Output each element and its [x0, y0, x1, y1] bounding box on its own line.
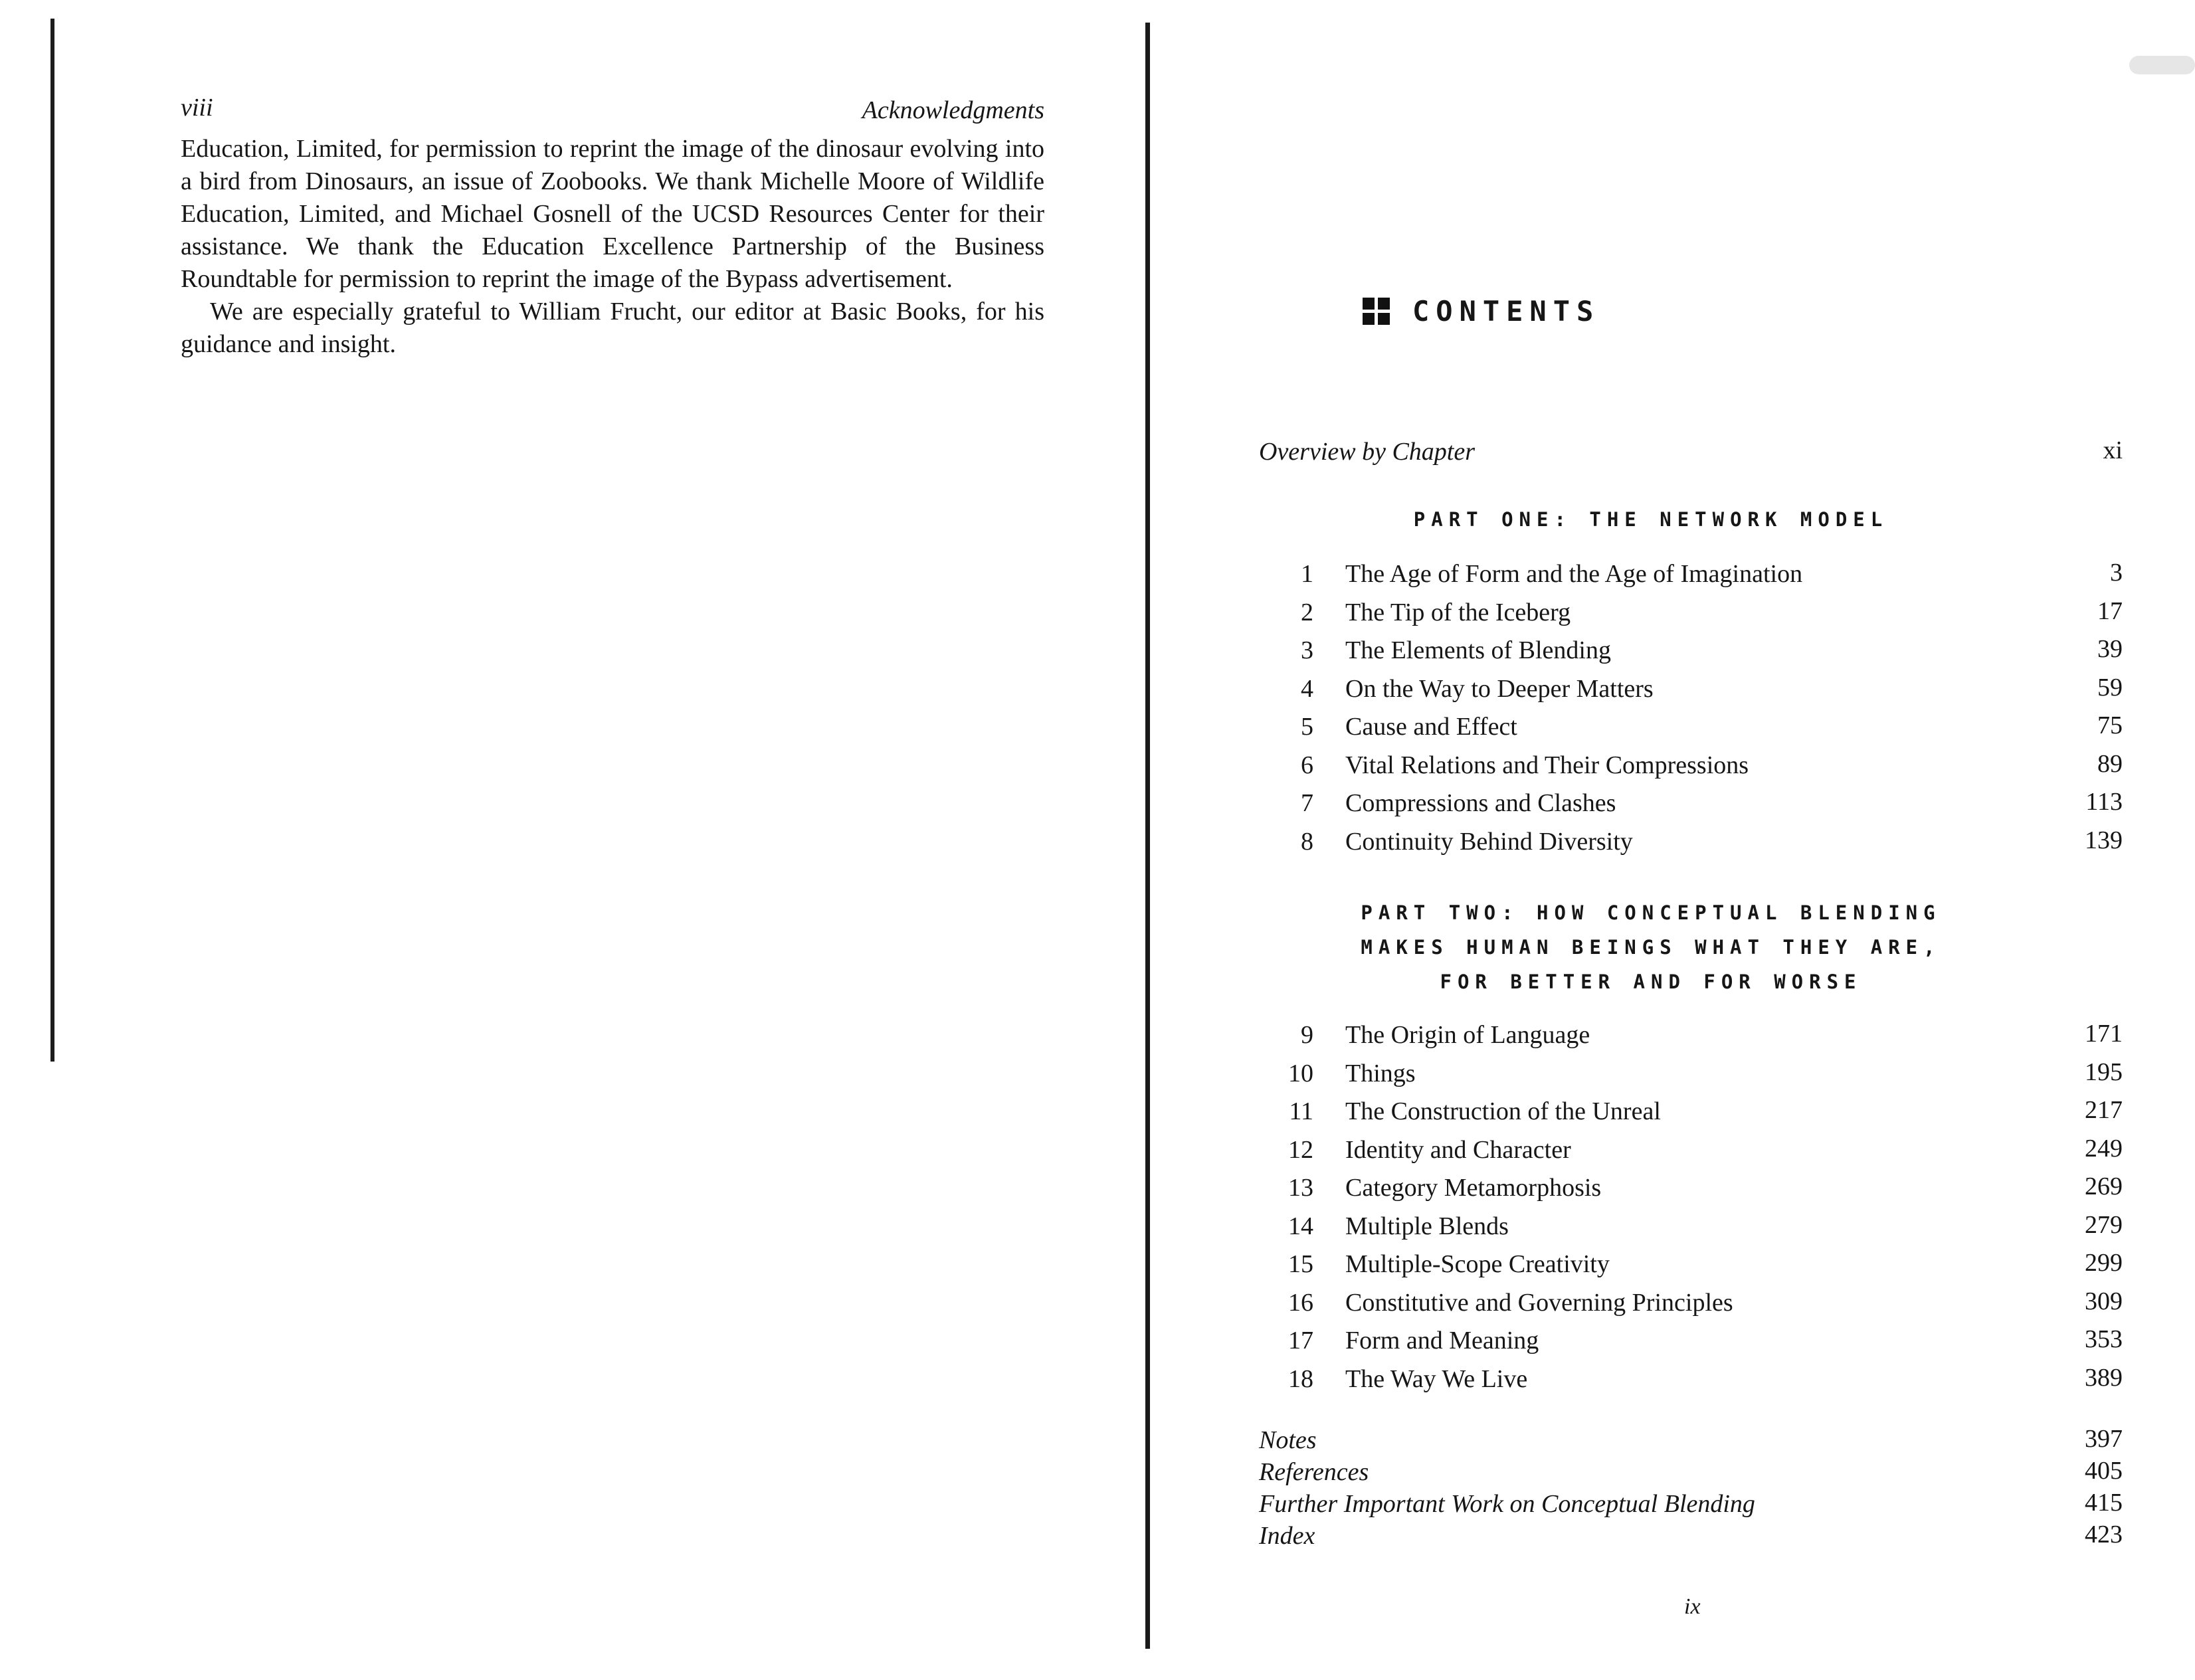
toc-entry-title: Continuity Behind Diversity — [1345, 827, 1633, 856]
toc-chapter-row[interactable] — [1259, 1246, 2123, 1283]
book-spine-rule — [1145, 23, 1150, 1649]
toc-entry-page: 171 — [2085, 1020, 2123, 1048]
toc-entry-title: Further Important Work on Conceptual Blending — [1259, 1490, 1755, 1518]
toc-chapter-row[interactable] — [1259, 555, 2123, 593]
toc-chapter-row[interactable] — [1259, 670, 2123, 707]
toc-chapter-row[interactable] — [1259, 1016, 2123, 1054]
toc-entry-title: The Tip of the Iceberg — [1345, 598, 1571, 626]
part-two-heading-line: MAKES HUMAN BEINGS WHAT THEY ARE, — [1361, 936, 1941, 959]
toc-chapter-number: 17 — [1288, 1327, 1313, 1354]
contents-heading — [1363, 291, 1600, 331]
toc-entry-page: 195 — [2085, 1058, 2123, 1086]
toc-entry-title: Multiple Blends — [1345, 1212, 1509, 1240]
toc-chapter-row[interactable] — [1259, 1284, 2123, 1321]
toc-entry-page: 75 — [2097, 711, 2123, 739]
toc-chapter-number: 14 — [1288, 1212, 1313, 1240]
toc-entry-title: References — [1259, 1458, 1369, 1486]
toc-chapter-number: 8 — [1301, 827, 1313, 856]
toc-chapter-number: 18 — [1288, 1364, 1313, 1393]
toc-entry-title: Form and Meaning — [1345, 1327, 1539, 1354]
toc-overview-row[interactable] — [1259, 433, 2123, 470]
toc-chapter-number: 3 — [1301, 636, 1313, 664]
toc-chapter-number: 12 — [1288, 1135, 1313, 1164]
scan-smudge — [2129, 56, 2195, 74]
toc-chapter-row[interactable] — [1259, 1131, 2123, 1168]
toc-entry-page: 405 — [2085, 1457, 2123, 1485]
toc-entry-page: 415 — [2085, 1489, 2123, 1517]
toc-entry-page: 113 — [2085, 788, 2123, 816]
toc-chapter-row[interactable] — [1259, 594, 2123, 631]
toc-entry-title: The Age of Form and the Age of Imagination — [1345, 560, 1803, 588]
toc-chapter-number: 6 — [1301, 751, 1313, 779]
page-gutter-rule-left — [50, 19, 54, 1062]
toc-entry-page: 299 — [2085, 1249, 2123, 1277]
right-page — [1259, 0, 2123, 1680]
toc-entry-page: 353 — [2085, 1325, 2123, 1353]
toc-chapter-row[interactable] — [1259, 1322, 2123, 1359]
toc-chapter-number: 2 — [1301, 598, 1313, 626]
acknowledgments-paragraph-1: Education, Limited, for permission to reprint the image of the dinosaur evolving into a bird from Dinosaurs, an issue of Zoobooks. We thank Michelle Moore of Wildlife Education, Limited, and Michael Gosnell of the UCSD Resources Center for their assistance. We thank the Education Excellence Partnership of the Business Roundtable for permission to reprint the image of the Bypass advertisement. — [181, 135, 1044, 293]
part-two-heading — [1259, 895, 2043, 999]
toc-entry-page: 17 — [2097, 597, 2123, 625]
toc-chapter-row[interactable] — [1259, 1208, 2123, 1245]
toc-chapter-number: 15 — [1288, 1250, 1313, 1278]
part-two-heading-line: PART TWO: HOW CONCEPTUAL BLENDING — [1361, 901, 1941, 924]
toc-back-matter-row[interactable] — [1259, 1517, 2123, 1554]
toc-entry-title: The Origin of Language — [1345, 1021, 1590, 1049]
toc-entry-page: 423 — [2085, 1521, 2123, 1548]
toc-entry-page: 39 — [2097, 635, 2123, 663]
left-folio: viii — [181, 94, 213, 122]
toc-chapter-number: 13 — [1288, 1174, 1313, 1202]
toc-entry-title: Cause and Effect — [1345, 713, 1517, 741]
toc-chapter-number: 4 — [1301, 674, 1313, 703]
running-head — [181, 86, 1044, 133]
toc-chapter-number: 5 — [1301, 713, 1313, 741]
contents-title: CONTENTS — [1412, 294, 1600, 327]
right-folio: ix — [1684, 1594, 1701, 1619]
toc-chapter-row[interactable] — [1259, 1093, 2123, 1130]
toc-entry-page: 217 — [2085, 1096, 2123, 1124]
toc-entry-page: 269 — [2085, 1172, 2123, 1200]
toc-chapter-row[interactable] — [1259, 823, 2123, 860]
toc-entry-title: Index — [1259, 1522, 1315, 1550]
toc-entry-title: Notes — [1259, 1426, 1317, 1454]
toc-entry-page: 59 — [2097, 673, 2123, 701]
toc-entry-title: The Construction of the Unreal — [1345, 1097, 1661, 1125]
toc-entry-title: Overview by Chapter — [1259, 438, 1476, 466]
toc-entry-title: Constitutive and Governing Principles — [1345, 1288, 1733, 1317]
toc-chapter-row[interactable] — [1259, 1169, 2123, 1206]
toc-chapter-row[interactable] — [1259, 1360, 2123, 1398]
toc-entry-title: Compressions and Clashes — [1345, 789, 1616, 817]
toc-chapter-number: 10 — [1288, 1059, 1313, 1087]
toc-entry-page: 279 — [2085, 1210, 2123, 1239]
contents-squares-icon — [1363, 298, 1390, 325]
toc-chapter-row[interactable] — [1259, 747, 2123, 784]
toc-entry-title: The Elements of Blending — [1345, 636, 1611, 664]
toc-entry-title: Vital Relations and Their Compressions — [1345, 751, 1749, 779]
toc-chapter-number: 7 — [1301, 789, 1313, 817]
running-head-title: Acknowledgments — [862, 96, 1044, 124]
toc-chapter-number: 9 — [1301, 1021, 1313, 1049]
toc-chapter-row[interactable] — [1259, 708, 2123, 745]
part-one-heading: PART ONE: THE NETWORK MODEL — [1413, 508, 1889, 531]
toc-entry-page: 139 — [2085, 826, 2123, 854]
toc-entry-page: 389 — [2085, 1363, 2123, 1392]
toc-entry-title: On the Way to Deeper Matters — [1345, 674, 1654, 703]
toc-entry-title: Identity and Character — [1345, 1135, 1571, 1164]
toc-entry-page: 249 — [2085, 1134, 2123, 1163]
toc-chapter-number: 1 — [1301, 560, 1313, 588]
toc-chapter-row[interactable] — [1259, 632, 2123, 669]
left-page — [181, 86, 1044, 361]
acknowledgments-paragraph-2: We are especially grateful to William Frucht, our editor at Basic Books, for his guidance and insight. — [181, 298, 1044, 358]
toc-entry-page: 397 — [2085, 1425, 2123, 1453]
toc-entry-title: Multiple-Scope Creativity — [1345, 1250, 1610, 1278]
toc-entry-title: Things — [1345, 1059, 1416, 1087]
toc-chapter-number: 16 — [1288, 1288, 1313, 1317]
toc-entry-title: The Way We Live — [1345, 1364, 1528, 1393]
part-two-heading-line: FOR BETTER AND FOR WORSE — [1440, 971, 1862, 993]
toc-entry-page: 309 — [2085, 1287, 2123, 1315]
toc-chapter-number: 11 — [1289, 1097, 1313, 1125]
toc-entry-page: xi — [2103, 436, 2123, 464]
toc-chapter-row[interactable] — [1259, 1055, 2123, 1092]
toc-chapter-row[interactable] — [1259, 785, 2123, 822]
toc-entry-page: 89 — [2097, 749, 2123, 778]
toc-entry-title: Category Metamorphosis — [1345, 1174, 1602, 1202]
toc-entry-page: 3 — [2110, 559, 2123, 587]
